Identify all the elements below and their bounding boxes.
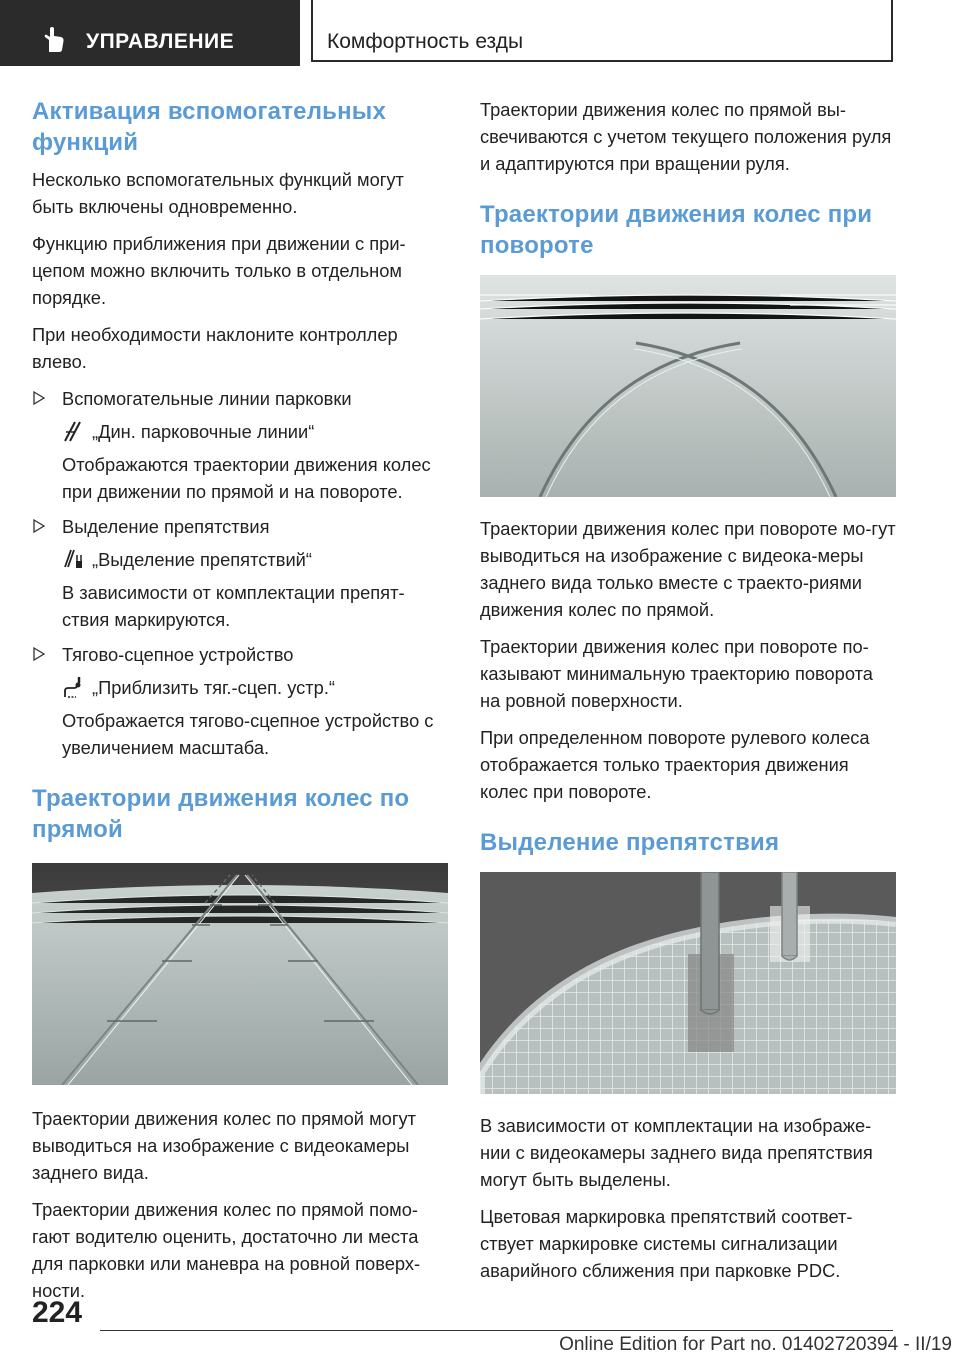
paragraph: Траектории движения колес при повороте мо-гут выводиться на изображение с видеока-меры заднего вида только вместе с траекто-риями движения колес по прямой. — [480, 518, 896, 620]
menu-item-label: „Приблизить тяг.-сцеп. устр.“ — [92, 677, 335, 698]
straight-trajectory-camera-image — [32, 863, 448, 1085]
bullet-title: Вспомогательные линии парковки — [62, 388, 352, 409]
paragraph: При необходимости наклоните контроллер влево. — [32, 324, 398, 372]
obstacle-marking-camera-image — [480, 872, 896, 1094]
bullet-tow-hitch — [32, 641, 448, 761]
section-title: УПРАВЛЕНИЕ — [86, 30, 235, 53]
bullet-title: Выделение препятствия — [62, 516, 270, 537]
bullet-title: Тягово-сцепное устройство — [62, 644, 294, 665]
paragraph: Траектории движения колес по прямой вы-свечиваются с учетом текущего положения руля и адаптируются при вращении руля. — [480, 99, 892, 174]
bullet-obstacle-marking — [32, 513, 448, 633]
heading-obstacle-marking: Выделение препятствия — [480, 829, 780, 856]
footer-divider — [100, 1330, 893, 1331]
edition-label: Online Edition for Part no. 01402720394 - II/19 — [559, 1334, 952, 1355]
bullet-triangle-icon — [32, 647, 46, 661]
parking-lines-icon — [62, 419, 84, 443]
paragraph: Траектории движения колес по прямой помо-гают водителю оценить, достаточно ли места для парковки или маневра на ровной поверх-ности. — [32, 1199, 421, 1301]
chapter-tab — [311, 0, 893, 62]
left-column — [32, 96, 448, 1314]
paragraph: Траектории движения колес по прямой могут выводиться на изображение с видеокамеры заднего вида. — [32, 1108, 416, 1183]
heading-turn-trajectories: Траектории движения колес при повороте — [480, 201, 873, 259]
bullet-triangle-icon — [32, 391, 46, 405]
page-number: 224 — [32, 1296, 83, 1329]
paragraph: Функцию приближения при движении с при-цепом можно включить только в отдельном порядке. — [32, 233, 406, 308]
paragraph: В зависимости от комплектации на изображе-нии с видеокамеры заднего вида препятствия могут быть выделены. — [480, 1115, 873, 1190]
paragraph: Несколько вспомогательных функций могут быть включены одновременно. — [32, 169, 404, 217]
paragraph: Траектории движения колес при повороте по-казывают минимальную траекторию поворота на ровной поверхности. — [480, 636, 873, 711]
paragraph: Цветовая маркировка препятствий соответ-ствует маркировке системы сигнализации аварийного сближения при парковке PDC. — [480, 1206, 853, 1281]
section-tab — [0, 0, 300, 66]
menu-item-label: „Дин. парковочные линии“ — [92, 421, 315, 442]
paragraph: При определенном повороте рулевого колеса отображается только траектория движения колес при повороте. — [480, 727, 870, 802]
heading-straight-trajectories: Траектории движения колес по прямой — [32, 785, 410, 843]
bullet-triangle-icon — [32, 519, 46, 533]
menu-item-label: „Выделение препятствий“ — [92, 549, 312, 570]
right-column — [480, 96, 896, 1294]
page-footer — [0, 1290, 960, 1362]
turn-trajectory-camera-image — [480, 275, 896, 497]
bullet-parking-lines — [32, 385, 448, 505]
obstacle-marking-icon — [62, 547, 84, 571]
heading-assist-activation: Активация вспомогательных функций — [32, 98, 387, 156]
hand-pointer-icon — [40, 26, 68, 54]
tow-hitch-zoom-icon — [62, 675, 84, 699]
chapter-title: Комфортность езды — [327, 30, 524, 53]
bullet-description: Отображается тягово-сцепное устройство с увеличением масштаба. — [62, 710, 434, 758]
bullet-description: Отображаются траектории движения колес при движении по прямой и на повороте. — [62, 454, 431, 502]
page-header — [0, 0, 960, 66]
bullet-description: В зависимости от комплектации препят-ствия маркируются. — [62, 582, 405, 630]
